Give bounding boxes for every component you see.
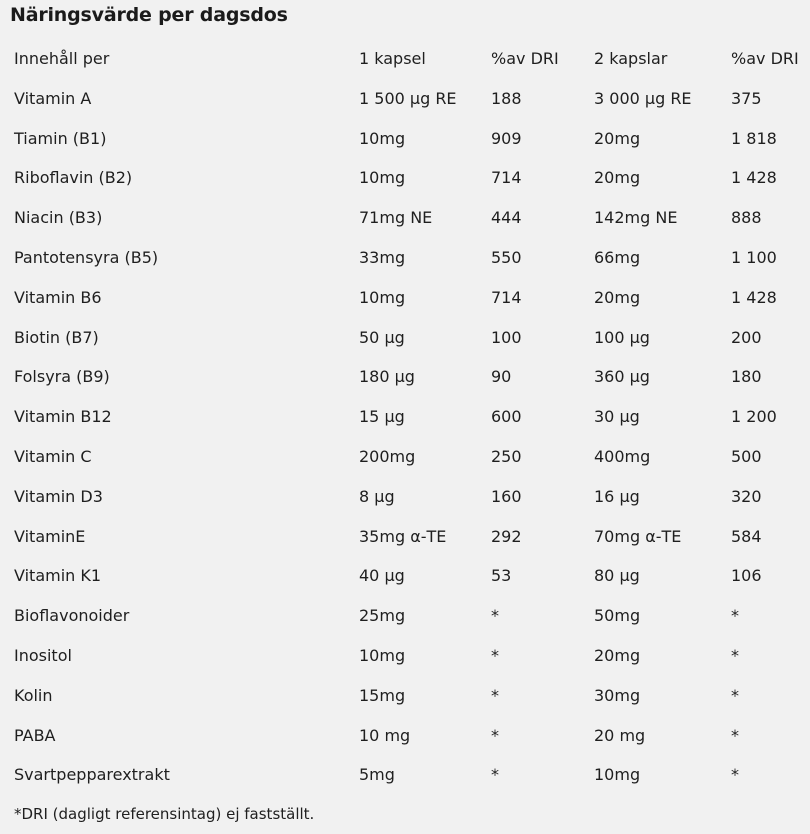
nutrient-name: Inositol xyxy=(14,645,72,665)
nutrient-name: Bioflavonoider xyxy=(14,606,130,626)
nutrient-name: Niacin (B3) xyxy=(14,208,103,228)
dri-2-capsules: 375 xyxy=(731,88,762,108)
amount-1-capsule: 10mg xyxy=(359,168,406,188)
amount-1-capsule: 15mg xyxy=(359,685,406,705)
amount-2-capsules: 20 mg xyxy=(594,725,646,745)
table-row xyxy=(0,597,810,637)
dri-1-capsule: 160 xyxy=(491,486,522,506)
table-row xyxy=(0,717,810,757)
amount-2-capsules: 10mg xyxy=(594,765,641,785)
table-row xyxy=(0,398,810,438)
dri-2-capsules: * xyxy=(731,645,739,665)
amount-1-capsule: 50 µg xyxy=(359,327,405,347)
nutrient-name: Vitamin B6 xyxy=(14,287,102,307)
nutrient-name: VitaminE xyxy=(14,526,86,546)
dri-2-capsules: 888 xyxy=(731,208,762,228)
dri-1-capsule: 909 xyxy=(491,128,522,148)
table-row xyxy=(0,239,810,279)
nutrient-name: Folsyra (B9) xyxy=(14,367,110,387)
page-title: Näringsvärde per dagsdos xyxy=(10,4,288,26)
dri-1-capsule: * xyxy=(491,685,499,705)
amount-2-capsules: 142mg NE xyxy=(594,208,678,228)
header-cell-dri-2: %av DRI xyxy=(731,49,799,68)
header-cell-1-capsule: 1 kapsel xyxy=(359,49,426,68)
amount-1-capsule: 33mg xyxy=(359,247,406,267)
amount-2-capsules: 16 µg xyxy=(594,486,640,506)
table-row xyxy=(0,279,810,319)
amount-2-capsules: 360 µg xyxy=(594,367,650,387)
dri-2-capsules: 500 xyxy=(731,446,762,466)
amount-1-capsule: 10mg xyxy=(359,645,406,665)
dri-1-capsule: 53 xyxy=(491,566,512,586)
dri-1-capsule: 250 xyxy=(491,446,522,466)
amount-2-capsules: 66mg xyxy=(594,247,641,267)
dri-2-capsules: * xyxy=(731,685,739,705)
amount-2-capsules: 400mg xyxy=(594,446,651,466)
header-cell-dri-1: %av DRI xyxy=(491,49,559,68)
amount-2-capsules: 20mg xyxy=(594,168,641,188)
table-row xyxy=(0,677,810,717)
dri-2-capsules: * xyxy=(731,606,739,626)
amount-2-capsules: 30mg xyxy=(594,685,641,705)
dri-1-capsule: * xyxy=(491,606,499,626)
amount-1-capsule: 25mg xyxy=(359,606,406,626)
amount-2-capsules: 100 µg xyxy=(594,327,650,347)
dri-2-capsules: 1 818 xyxy=(731,128,777,148)
header-cell-2-capsules: 2 kapslar xyxy=(594,49,668,68)
nutrient-name: Biotin (B7) xyxy=(14,327,99,347)
dri-2-capsules: 180 xyxy=(731,367,762,387)
dri-1-capsule: 100 xyxy=(491,327,522,347)
amount-2-capsules: 20mg xyxy=(594,645,641,665)
amount-1-capsule: 15 µg xyxy=(359,407,405,427)
nutrient-name: Vitamin B12 xyxy=(14,407,112,427)
nutrient-name: Vitamin K1 xyxy=(14,566,102,586)
dri-1-capsule: 600 xyxy=(491,407,522,427)
amount-1-capsule: 35mg α-TE xyxy=(359,526,447,546)
table-row xyxy=(0,319,810,359)
table-row xyxy=(0,120,810,160)
nutrition-table xyxy=(0,40,810,796)
table-row xyxy=(0,438,810,478)
dri-2-capsules: 320 xyxy=(731,486,762,506)
dri-1-capsule: 188 xyxy=(491,88,522,108)
nutrient-name: Vitamin A xyxy=(14,88,92,108)
table-row xyxy=(0,557,810,597)
dri-2-capsules: 1 200 xyxy=(731,407,777,427)
amount-1-capsule: 10mg xyxy=(359,128,406,148)
dri-1-capsule: 550 xyxy=(491,247,522,267)
table-row xyxy=(0,80,810,120)
amount-1-capsule: 40 µg xyxy=(359,566,405,586)
nutrient-name: Vitamin C xyxy=(14,446,92,466)
dri-1-capsule: 714 xyxy=(491,168,522,188)
dri-1-capsule: 714 xyxy=(491,287,522,307)
table-row xyxy=(0,637,810,677)
footnote: *DRI (dagligt referensintag) ej fastställt. xyxy=(14,805,315,823)
amount-1-capsule: 10mg xyxy=(359,287,406,307)
table-row xyxy=(0,199,810,239)
amount-1-capsule: 5mg xyxy=(359,765,395,785)
table-body xyxy=(0,80,810,796)
dri-2-capsules: 1 428 xyxy=(731,168,777,188)
dri-1-capsule: 90 xyxy=(491,367,512,387)
amount-2-capsules: 30 µg xyxy=(594,407,640,427)
table-row xyxy=(0,518,810,558)
amount-2-capsules: 20mg xyxy=(594,128,641,148)
amount-2-capsules: 50mg xyxy=(594,606,641,626)
amount-2-capsules: 3 000 µg RE xyxy=(594,88,692,108)
amount-2-capsules: 80 µg xyxy=(594,566,640,586)
header-cell-content: Innehåll per xyxy=(14,49,110,68)
amount-1-capsule: 10 mg xyxy=(359,725,411,745)
dri-1-capsule: 292 xyxy=(491,526,522,546)
nutrient-name: PABA xyxy=(14,725,56,745)
nutrient-name: Riboflavin (B2) xyxy=(14,168,133,188)
table-header-row xyxy=(0,40,810,80)
table-row xyxy=(0,478,810,518)
dri-1-capsule: * xyxy=(491,765,499,785)
table-row xyxy=(0,358,810,398)
amount-1-capsule: 8 µg xyxy=(359,486,395,506)
nutrient-name: Svartpepparextrakt xyxy=(14,765,170,785)
table-row xyxy=(0,159,810,199)
nutrient-name: Kolin xyxy=(14,685,53,705)
amount-2-capsules: 70mg α-TE xyxy=(594,526,682,546)
dri-1-capsule: * xyxy=(491,645,499,665)
dri-2-capsules: * xyxy=(731,765,739,785)
dri-2-capsules: * xyxy=(731,725,739,745)
dri-2-capsules: 1 428 xyxy=(731,287,777,307)
nutrient-name: Tiamin (B1) xyxy=(14,128,107,148)
amount-1-capsule: 200mg xyxy=(359,446,416,466)
amount-2-capsules: 20mg xyxy=(594,287,641,307)
dri-1-capsule: * xyxy=(491,725,499,745)
dri-2-capsules: 200 xyxy=(731,327,762,347)
dri-1-capsule: 444 xyxy=(491,208,522,228)
dri-2-capsules: 106 xyxy=(731,566,762,586)
dri-2-capsules: 1 100 xyxy=(731,247,777,267)
table-row xyxy=(0,756,810,796)
amount-1-capsule: 180 µg xyxy=(359,367,415,387)
amount-1-capsule: 1 500 µg RE xyxy=(359,88,457,108)
dri-2-capsules: 584 xyxy=(731,526,762,546)
amount-1-capsule: 71mg NE xyxy=(359,208,433,228)
nutrient-name: Pantotensyra (B5) xyxy=(14,247,159,267)
nutrient-name: Vitamin D3 xyxy=(14,486,103,506)
